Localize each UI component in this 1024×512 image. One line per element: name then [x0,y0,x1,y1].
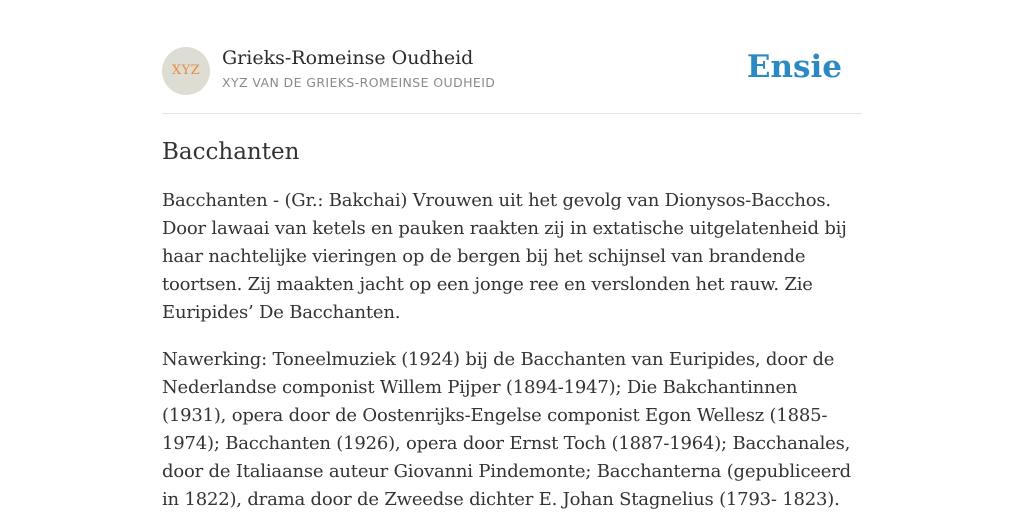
header [162,47,862,95]
site-subtitle: XYZ VAN DE GRIEKS-ROMEINSE OUDHEID [222,75,496,90]
entry-title: Bacchanten [162,139,300,165]
avatar[interactable]: XYZ [162,47,210,95]
entry-paragraph: Bacchanten - (Gr.: Bakchai) Vrouwen uit het gevolg van Dionysos-Bacchos. Door lawaai van ketels en pauken raakten zij in extatische uitgelatenheid bij haar nachtelijke vieringen op de bergen bij het schijnsel van brandende toortsen. Zij maakten jacht op een jonge ree en verslonden het rauw. Zie Euripides’ De Bacchanten. [162,190,847,323]
site-title[interactable]: Grieks-Romeinse Oudheid [222,47,474,69]
entry-paragraph: Nawerking: Toneelmuziek (1924) bij de Bacchanten van Euripides, door de Nederlandse componist Willem Pijper (1894-1947); Die Bakchantinnen (1931), opera door de Oostenrijks-Engelse componist Egon Wellesz (1885- 1974); Bacchanten (1926), opera door Ernst Toch (1887-1964); Bacchanales, door de Italiaanse auteur Giovanni Pindemonte; Bacchanterna (gepubliceerd in 1822), drama door de Zweedse dichter E. Johan Stagnelius (1793- 1823). [162,349,851,510]
brand-logo-link[interactable]: Ensie [746,49,842,85]
entry-content [162,137,862,512]
header-divider [162,113,862,114]
